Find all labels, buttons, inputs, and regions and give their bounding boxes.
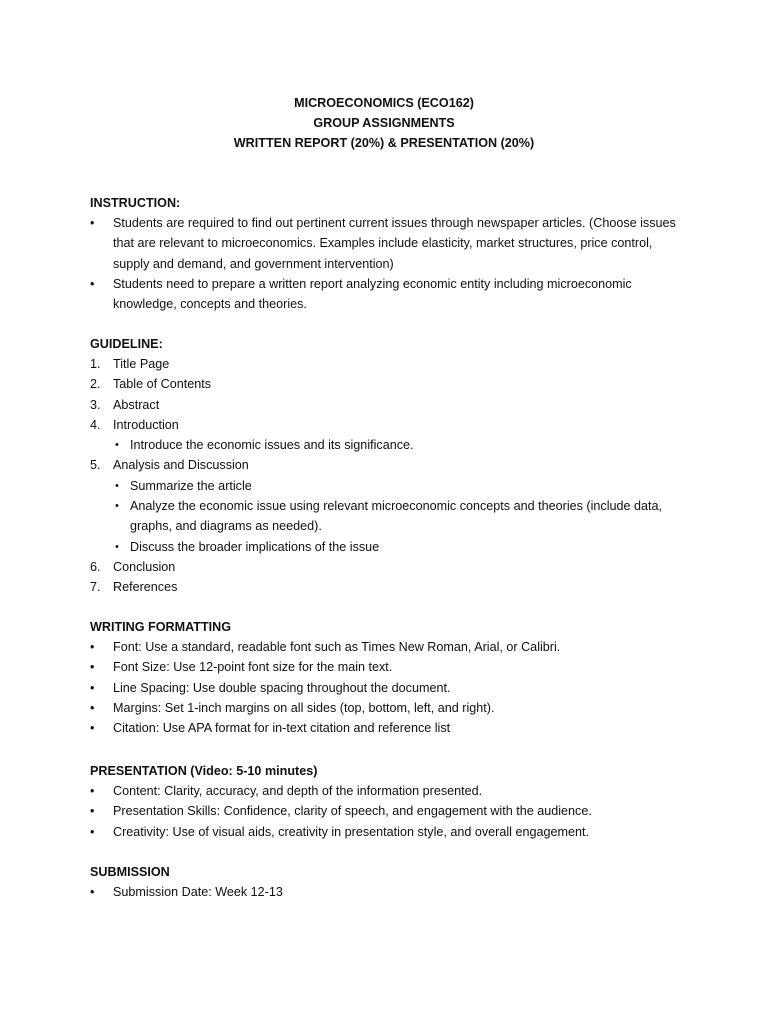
list-number: 3. bbox=[90, 397, 101, 412]
bullet-marker: • bbox=[90, 824, 95, 839]
guideline-item bbox=[90, 557, 690, 577]
list-number: 2. bbox=[90, 377, 101, 392]
list-number: 5. bbox=[90, 458, 101, 473]
guideline-item bbox=[90, 354, 690, 374]
formatting-item-text: Line Spacing: Use double spacing throughout the document. bbox=[113, 680, 451, 695]
submission-heading: SUBMISSION bbox=[90, 865, 170, 879]
guideline-item-text: References bbox=[113, 580, 178, 595]
formatting-item bbox=[90, 678, 690, 698]
guideline-item-text: Analysis and Discussion bbox=[113, 458, 249, 473]
guideline-subitem bbox=[90, 537, 690, 557]
guideline-section bbox=[90, 334, 690, 598]
assignment-title: GROUP ASSIGNMENTS bbox=[313, 116, 455, 130]
instruction-item bbox=[90, 213, 690, 274]
bullet-marker: • bbox=[90, 804, 95, 819]
instruction-item-text: Students are required to find out pertinent current issues through newspaper articles. (Choose issues that are relevant to microeconomics. Examples include elasticity, market structures, price control, supply and demand, and government intervention) bbox=[113, 216, 676, 271]
bullet-marker: • bbox=[115, 439, 119, 452]
guideline-subitem-text: Summarize the article bbox=[130, 478, 252, 493]
guideline-item-text: Conclusion bbox=[113, 559, 176, 574]
formatting-item bbox=[90, 698, 690, 718]
presentation-heading: PRESENTATION (Video: 5-10 minutes) bbox=[90, 764, 318, 778]
guideline-heading: GUIDELINE: bbox=[90, 337, 163, 351]
bullet-marker: • bbox=[90, 885, 95, 899]
formatting-item bbox=[90, 637, 690, 657]
formatting-item-text: Font: Use a standard, readable font such as Times New Roman, Arial, or Calibri. bbox=[113, 640, 561, 654]
guideline-subitem bbox=[90, 435, 690, 455]
bullet-marker: • bbox=[115, 540, 119, 553]
presentation-section bbox=[90, 761, 690, 842]
weightage-title: WRITTEN REPORT (20%) & PRESENTATION (20%) bbox=[233, 136, 535, 150]
formatting-item-text: Margins: Set 1-inch margins on all sides (top, bottom, left, and right). bbox=[113, 700, 495, 715]
bullet-marker: • bbox=[90, 216, 95, 230]
presentation-item-text: Content: Clarity, accuracy, and depth of the information presented. bbox=[113, 784, 483, 798]
presentation-item bbox=[90, 781, 690, 801]
instruction-item bbox=[90, 274, 690, 315]
submission-item-text: Submission Date: Week 12-13 bbox=[113, 885, 283, 899]
formatting-heading: WRITING FORMATTING bbox=[90, 620, 232, 634]
bullet-marker: • bbox=[115, 500, 119, 513]
presentation-item-text: Presentation Skills: Confidence, clarity of speech, and engagement with the audience. bbox=[113, 804, 592, 819]
formatting-item-text: Citation: Use APA format for in-text citation and reference list bbox=[113, 721, 451, 736]
instruction-section bbox=[90, 193, 690, 314]
formatting-item bbox=[90, 718, 690, 738]
guideline-subitem-text: Introduce the economic issues and its significance. bbox=[130, 438, 414, 453]
guideline-item-text: Abstract bbox=[113, 397, 160, 412]
guideline-item bbox=[90, 395, 690, 415]
bullet-marker: • bbox=[90, 784, 95, 798]
guideline-item-text: Introduction bbox=[113, 417, 179, 432]
list-number: 7. bbox=[90, 580, 101, 595]
bullet-marker: • bbox=[90, 700, 95, 715]
guideline-item bbox=[90, 415, 690, 435]
guideline-item-text: Table of Contents bbox=[113, 377, 212, 392]
guideline-subitem-text: Discuss the broader implications of the issue bbox=[130, 539, 380, 554]
course-title: MICROECONOMICS (ECO162) bbox=[294, 96, 474, 110]
bullet-marker: • bbox=[90, 680, 95, 695]
guideline-item bbox=[90, 455, 690, 475]
list-number: 1. bbox=[90, 357, 101, 371]
instruction-heading: INSTRUCTION: bbox=[90, 196, 181, 210]
presentation-item bbox=[90, 822, 690, 842]
presentation-item bbox=[90, 801, 690, 821]
list-number: 6. bbox=[90, 559, 101, 574]
formatting-section bbox=[90, 617, 690, 738]
presentation-item-text: Creativity: Use of visual aids, creativity in presentation style, and overall engagement. bbox=[113, 824, 589, 839]
bullet-marker: • bbox=[90, 276, 95, 291]
bullet-marker: • bbox=[90, 640, 95, 654]
bullet-marker: • bbox=[115, 479, 119, 492]
guideline-subitem bbox=[90, 476, 690, 496]
document-header bbox=[0, 93, 768, 153]
bullet-marker: • bbox=[90, 660, 95, 675]
formatting-item bbox=[90, 657, 690, 677]
submission-section bbox=[90, 862, 690, 902]
guideline-item bbox=[90, 374, 690, 394]
instruction-item-text: Students need to prepare a written report analyzing economic entity including microeconomic knowledge, concepts and theories. bbox=[113, 276, 632, 312]
guideline-subitem bbox=[90, 496, 690, 537]
list-number: 4. bbox=[90, 417, 101, 432]
guideline-subitem-text: Analyze the economic issue using relevant microeconomic concepts and theories (include data, graphs, and diagrams as needed). bbox=[130, 499, 663, 534]
bullet-marker: • bbox=[90, 721, 95, 736]
formatting-item-text: Font Size: Use 12-point font size for the main text. bbox=[113, 660, 393, 675]
guideline-item-text: Title Page bbox=[113, 357, 170, 371]
guideline-item bbox=[90, 577, 690, 597]
submission-item bbox=[90, 882, 690, 902]
